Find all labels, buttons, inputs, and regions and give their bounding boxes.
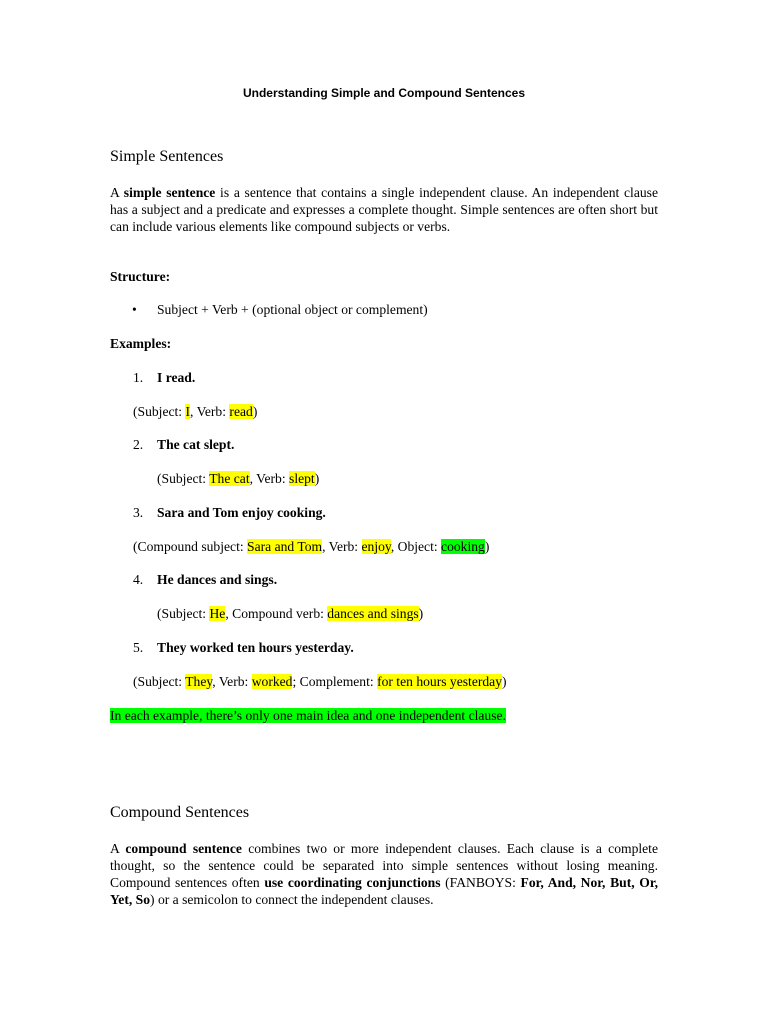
example-sentence: They worked ten hours yesterday.	[157, 640, 354, 655]
verb-highlight: enjoy	[361, 539, 391, 554]
example-analysis: (Subject: I, Verb: read)	[133, 404, 258, 419]
example-sentence: I read.	[157, 370, 196, 385]
example-number: 2.	[133, 437, 144, 452]
object-highlight: cooking	[441, 539, 485, 554]
example-number: 1.	[133, 370, 144, 385]
coordinating-conjunctions-term: use coordinating conjunctions	[264, 875, 441, 890]
subject-highlight: He	[209, 606, 226, 621]
simple-sentence-term: simple sentence	[123, 185, 216, 200]
example-analysis: (Subject: He, Compound verb: dances and sings)	[157, 606, 424, 621]
verb-highlight: slept	[289, 471, 315, 486]
example-analysis: (Subject: The cat, Verb: slept)	[157, 471, 320, 486]
verb-highlight: read	[229, 404, 253, 419]
structure-item: Subject + Verb + (optional object or complement)	[157, 302, 428, 317]
verb-highlight: dances and sings	[327, 606, 419, 621]
example-analysis: (Subject: They, Verb: worked; Complement: for ten hours yesterday)	[133, 674, 507, 689]
verb-highlight: worked	[251, 674, 293, 689]
structure-label: Structure:	[110, 269, 171, 284]
examples-label: Examples:	[110, 336, 172, 351]
compound-sentence-term: compound sentence	[125, 841, 242, 856]
example-analysis: (Compound subject: Sara and Tom, Verb: enjoy, Object: cooking)	[133, 539, 490, 554]
bullet-marker: •	[132, 302, 137, 317]
fanboys-list: For, And, Nor, But, Or, Yet, So	[110, 875, 659, 907]
simple-sentence-definition: A simple sentence is a sentence that contains a single independent clause. An independent clause has a subject and a predicate and expresses a complete thought. Simple sentences are often short but can include various elements like compound subjects or verbs.	[110, 185, 658, 234]
example-sentence: Sara and Tom enjoy cooking.	[157, 505, 326, 520]
subject-highlight: I	[185, 404, 191, 419]
subject-highlight: Sara and Tom	[247, 539, 323, 554]
compound-sentence-definition: A compound sentence combines two or more independent clauses. Each clause is a complete thought, so the sentence could be separated into simple sentences without losing meaning. Compound sentences often use coordinating conjunctions (FANBOYS: For, And, Nor, But, Or, Yet, So) or a semicolon to connect the independent clauses.	[110, 841, 659, 907]
subject-highlight: They	[185, 674, 213, 689]
example-sentence: He dances and sings.	[157, 572, 278, 587]
complement-highlight: for ten hours yesterday	[377, 674, 503, 689]
simple-sentences-heading: Simple Sentences	[110, 148, 224, 165]
document-title: Understanding Simple and Compound Sentences	[242, 86, 526, 100]
summary-note: In each example, there’s only one main idea and one independent clause.	[110, 708, 506, 723]
subject-highlight: The cat	[209, 471, 250, 486]
example-number: 4.	[133, 572, 144, 587]
example-number: 3.	[133, 505, 144, 520]
example-number: 5.	[133, 640, 144, 655]
example-sentence: The cat slept.	[157, 437, 235, 452]
compound-sentences-heading: Compound Sentences	[110, 804, 250, 821]
